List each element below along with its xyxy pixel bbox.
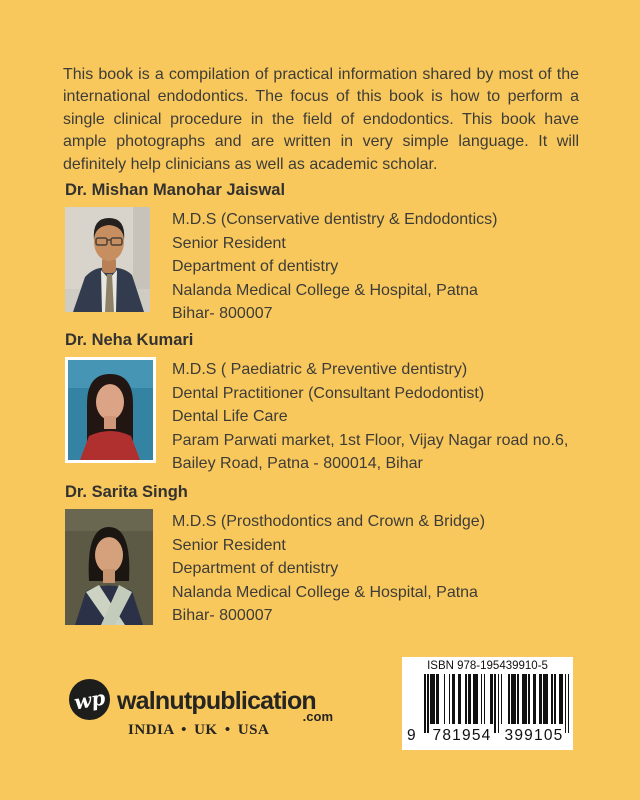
author-section-neha [63, 330, 600, 476]
author-name: Dr. Sarita Singh [65, 483, 188, 501]
portrait-man-suit-icon [65, 207, 150, 312]
author-photo-neha [65, 357, 156, 463]
author-details [172, 207, 497, 326]
author-name: Dr. Mishan Manohar Jaiswal [65, 181, 286, 199]
ean-barcode [402, 657, 573, 750]
author-detail-line: Bihar- 800007 [172, 305, 273, 322]
publisher-monogram: wp [72, 684, 107, 715]
portrait-woman-scarf-icon [65, 509, 153, 625]
book-description: This book is a compilation of practical information shared by most of the international endodontics. The focus of this book is how to perform a single clinical procedure in the field of endodontics. This book have ample photographs and are written in very simple language. It will definitely help clinicians as well as academic scholar. [63, 66, 579, 173]
ean-digit-group2: 399105 [504, 727, 564, 744]
author-detail-line: Department of dentistry [172, 560, 339, 577]
author-section-mishan [63, 180, 600, 326]
author-detail-line: Senior Resident [172, 234, 286, 252]
author-detail-line: Bihar- 800007 [172, 607, 273, 624]
author-details [172, 509, 485, 628]
author-detail-line: Dental Practitioner (Consultant Pedodontist) [172, 384, 485, 402]
author-detail-line: Param Parwati market, 1st Floor, Vijay Nagar road no.6, [172, 431, 569, 449]
author-detail-line: Nalanda Medical College & Hospital, Patna [172, 583, 478, 601]
author-detail-line: Senior Resident [172, 536, 286, 554]
author-detail-line: M.D.S (Prosthodontics and Crown & Bridge) [172, 513, 486, 530]
isbn-label: ISBN 978-195439910-5 [427, 660, 548, 672]
publisher-name: walnutpublication [117, 687, 316, 715]
publisher-logo-icon [69, 679, 110, 720]
author-detail-line: Department of dentistry [172, 258, 339, 275]
author-detail-line: Dental Life Care [172, 408, 288, 425]
author-section-sarita [63, 482, 600, 628]
author-detail-line: Bailey Road, Patna - 800014, Bihar [172, 455, 423, 472]
author-name: Dr. Neha Kumari [65, 331, 194, 349]
author-details [172, 357, 568, 476]
author-photo-mishan [65, 207, 150, 312]
ean-digit-group1: 781954 [432, 727, 492, 744]
publisher-regions: INDIA • UK • USA [128, 722, 270, 738]
publisher-domain-suffix: .com [302, 709, 333, 724]
ean-digits [402, 727, 573, 747]
author-photo-sarita [65, 509, 153, 625]
ean-digit-lead: 9 [407, 727, 416, 744]
author-detail-line: Nalanda Medical College & Hospital, Patna [172, 281, 478, 299]
portrait-woman-red-icon [68, 360, 153, 460]
author-detail-line: M.D.S ( Paediatric & Preventive dentistry) [172, 361, 468, 378]
author-detail-line: M.D.S (Conservative dentistry & Endodontics) [172, 211, 498, 228]
ean-bars [424, 674, 569, 733]
